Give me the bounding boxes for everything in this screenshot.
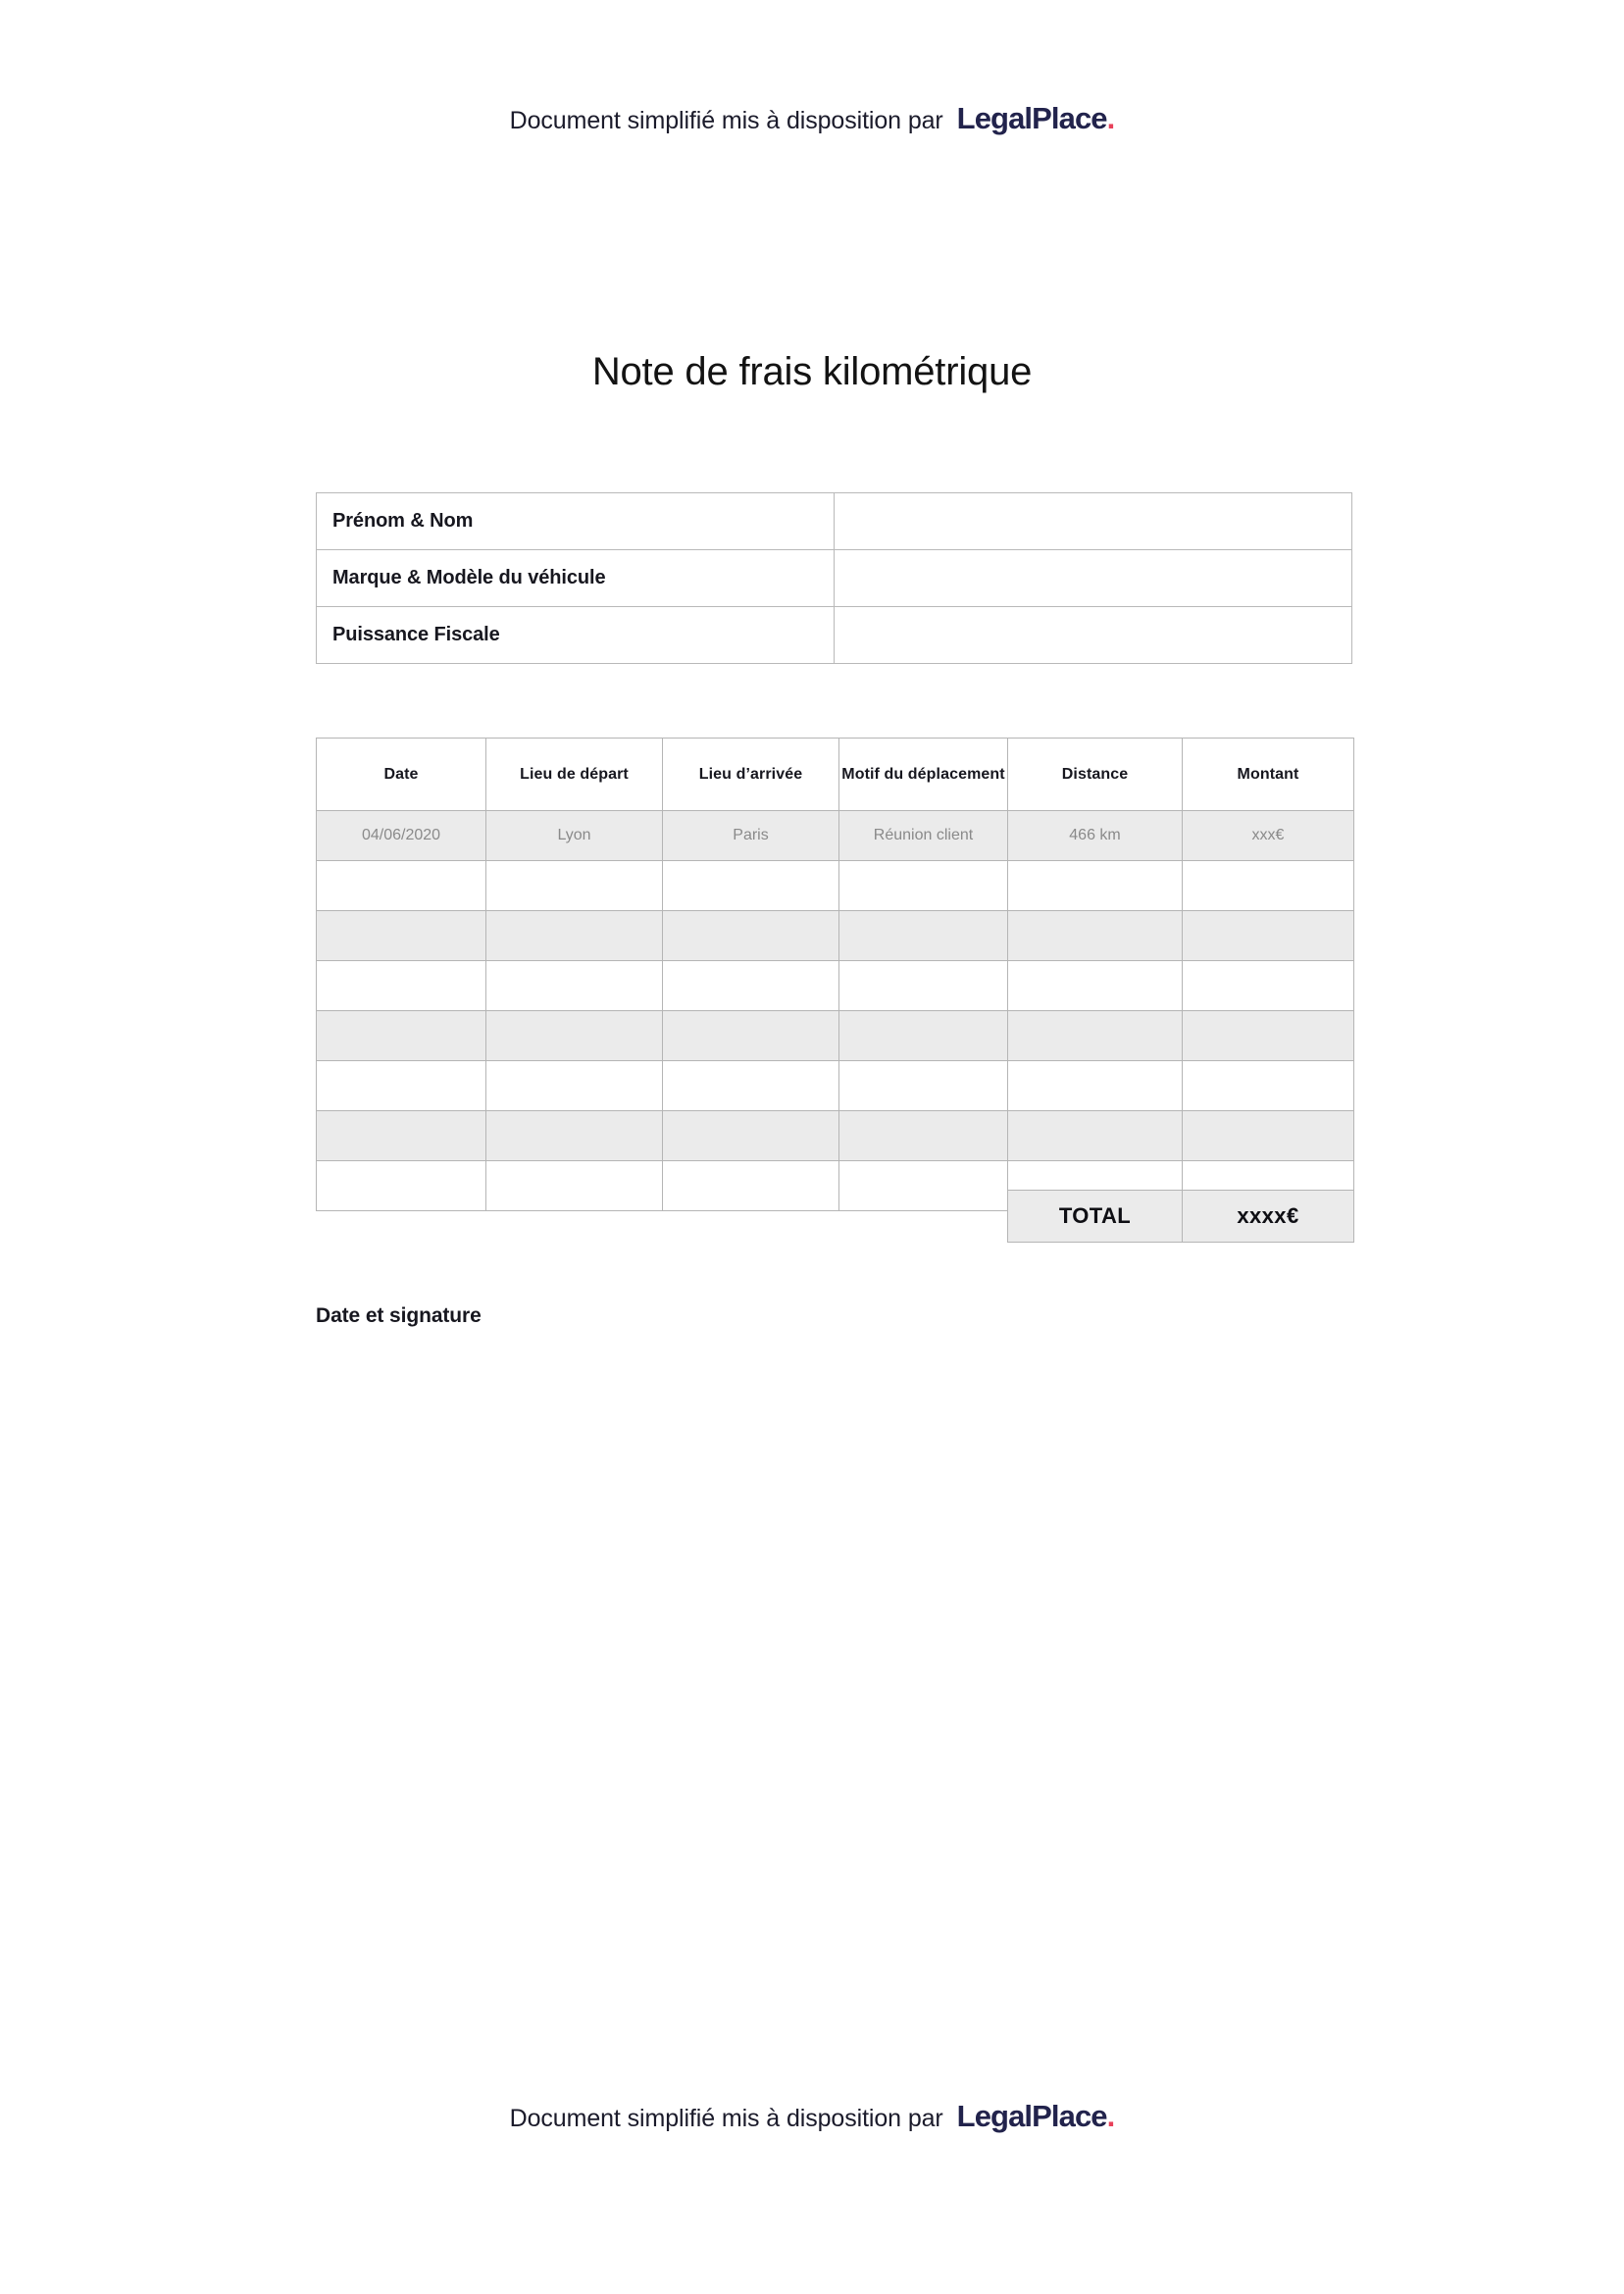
cell-lieu-arrivee[interactable] — [663, 1011, 839, 1061]
cell-distance[interactable] — [1008, 911, 1183, 961]
cell-lieu-arrivee[interactable] — [663, 961, 839, 1011]
info-label-marque-modele: Marque & Modèle du véhicule — [317, 550, 835, 607]
footer-branding — [0, 2099, 1624, 2134]
table-row — [317, 607, 1352, 664]
total-table — [1007, 1190, 1354, 1243]
cell-lieu-arrivee[interactable]: Paris — [663, 811, 839, 861]
column-header-lieu-arrivee: Lieu d’arrivée — [663, 739, 839, 811]
legalplace-logo-dot: . — [1106, 2099, 1115, 2133]
legalplace-logo — [957, 2099, 1115, 2134]
cell-lieu-depart[interactable]: Lyon — [486, 811, 663, 861]
cell-montant[interactable] — [1183, 1111, 1354, 1161]
table-row — [317, 493, 1352, 550]
table-row — [317, 1111, 1354, 1161]
cell-date[interactable] — [317, 961, 486, 1011]
cell-montant[interactable] — [1183, 961, 1354, 1011]
cell-montant[interactable] — [1183, 1011, 1354, 1061]
cell-motif[interactable] — [839, 961, 1008, 1011]
column-header-montant: Montant — [1183, 739, 1354, 811]
legalplace-logo-text: LegalPlace — [956, 2099, 1107, 2133]
cell-lieu-depart[interactable] — [486, 1011, 663, 1061]
total-label: TOTAL — [1008, 1191, 1183, 1243]
legalplace-logo-text: LegalPlace — [956, 101, 1107, 135]
cell-date[interactable] — [317, 911, 486, 961]
column-header-lieu-depart: Lieu de départ — [486, 739, 663, 811]
footer-branding-text: Document simplifié mis à disposition par — [509, 2105, 943, 2132]
cell-distance[interactable]: 466 km — [1008, 811, 1183, 861]
cell-montant[interactable]: xxx€ — [1183, 811, 1354, 861]
cell-lieu-depart[interactable] — [486, 1161, 663, 1211]
cell-motif[interactable] — [839, 1011, 1008, 1061]
table-header-row — [317, 739, 1354, 811]
cell-lieu-arrivee[interactable] — [663, 1161, 839, 1211]
column-header-distance: Distance — [1008, 739, 1183, 811]
cell-date[interactable] — [317, 1161, 486, 1211]
cell-motif[interactable] — [839, 1161, 1008, 1211]
cell-montant[interactable] — [1183, 1061, 1354, 1111]
cell-montant[interactable] — [1183, 911, 1354, 961]
info-value-puissance-fiscale[interactable] — [835, 607, 1352, 664]
cell-distance[interactable] — [1008, 1011, 1183, 1061]
cell-motif[interactable] — [839, 1111, 1008, 1161]
cell-distance[interactable] — [1008, 861, 1183, 911]
cell-date[interactable] — [317, 1011, 486, 1061]
cell-lieu-depart[interactable] — [486, 1061, 663, 1111]
column-header-motif-deplacement: Motif du déplacement — [839, 739, 1008, 811]
table-row-total — [1008, 1191, 1354, 1243]
legalplace-logo-dot: . — [1106, 101, 1115, 135]
table-row — [317, 1061, 1354, 1111]
cell-lieu-arrivee[interactable] — [663, 911, 839, 961]
cell-lieu-depart[interactable] — [486, 961, 663, 1011]
cell-lieu-arrivee[interactable] — [663, 1061, 839, 1111]
cell-motif[interactable] — [839, 1061, 1008, 1111]
cell-date[interactable] — [317, 1111, 486, 1161]
cell-distance[interactable] — [1008, 961, 1183, 1011]
trips-table-body — [317, 811, 1354, 1211]
cell-distance[interactable] — [1008, 1061, 1183, 1111]
header-branding-text: Document simplifié mis à disposition par — [509, 107, 943, 134]
info-value-marque-modele[interactable] — [835, 550, 1352, 607]
cell-lieu-depart[interactable] — [486, 861, 663, 911]
column-header-date: Date — [317, 739, 486, 811]
cell-motif[interactable] — [839, 861, 1008, 911]
cell-motif[interactable] — [839, 911, 1008, 961]
signature-label: Date et signature — [316, 1304, 482, 1327]
page-title: Note de frais kilométrique — [591, 350, 1033, 393]
legalplace-logo — [957, 101, 1115, 136]
trips-table — [316, 738, 1354, 1211]
table-row — [317, 911, 1354, 961]
info-label-prenom-nom: Prénom & Nom — [317, 493, 835, 550]
table-row-example — [317, 811, 1354, 861]
cell-distance[interactable] — [1008, 1111, 1183, 1161]
cell-montant[interactable] — [1183, 861, 1354, 911]
header-branding — [0, 101, 1624, 136]
cell-lieu-depart[interactable] — [486, 911, 663, 961]
table-row — [317, 1011, 1354, 1061]
total-value[interactable]: xxxx€ — [1183, 1191, 1354, 1243]
cell-date[interactable] — [317, 861, 486, 911]
table-row — [317, 550, 1352, 607]
cell-motif[interactable]: Réunion client — [839, 811, 1008, 861]
info-label-puissance-fiscale: Puissance Fiscale — [317, 607, 835, 664]
cell-lieu-depart[interactable] — [486, 1111, 663, 1161]
cell-lieu-arrivee[interactable] — [663, 1111, 839, 1161]
table-row — [317, 961, 1354, 1011]
cell-date[interactable]: 04/06/2020 — [317, 811, 486, 861]
cell-lieu-arrivee[interactable] — [663, 861, 839, 911]
cell-date[interactable] — [317, 1061, 486, 1111]
vehicle-info-table — [316, 492, 1352, 664]
table-row — [317, 861, 1354, 911]
info-value-prenom-nom[interactable] — [835, 493, 1352, 550]
